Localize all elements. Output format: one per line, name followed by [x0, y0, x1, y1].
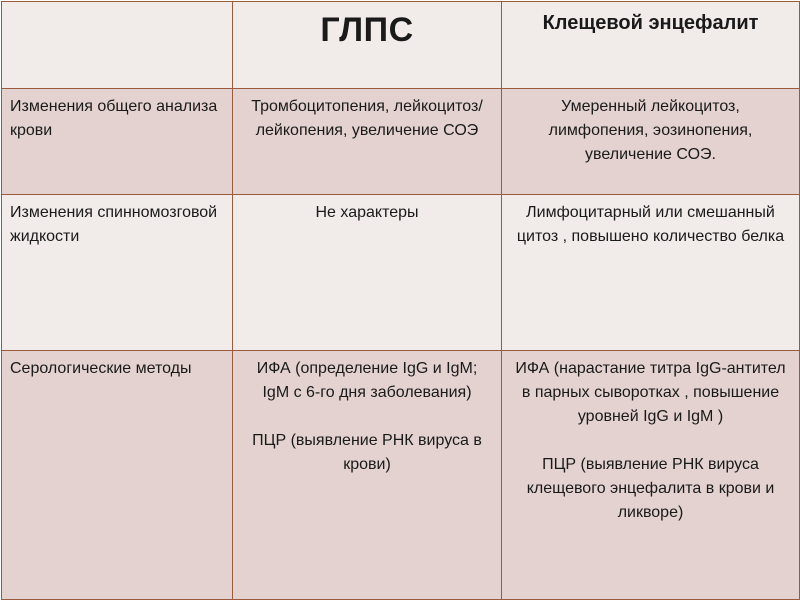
- tick-encephalitis-cell: [502, 89, 800, 195]
- row-label: Серологические методы: [10, 360, 192, 377]
- header-corner-cell: [2, 2, 233, 89]
- row-label-cell: [2, 351, 233, 600]
- tick-encephalitis-paragraph: Лимфоцитарный или смешанный цитоз , повышено количество белка: [516, 204, 785, 245]
- header-glps-title: ГЛПС: [320, 11, 414, 49]
- tick-encephalitis-paragraph: Умеренный лейкоцитоз, лимфопения, эозинопения, увеличение СОЭ.: [548, 98, 753, 163]
- tick-encephalitis-paragraph: ПЦР (выявление РНК вируса клещевого энцефалита в крови и ликворе): [526, 456, 775, 521]
- table-row: [2, 351, 800, 600]
- row-label-cell: [2, 195, 233, 351]
- header-cell-glps: [233, 2, 502, 89]
- tick-encephalitis-cell-text: [502, 195, 799, 249]
- glps-cell: [233, 195, 502, 351]
- glps-paragraph: ПЦР (выявление РНК вируса в крови): [252, 432, 482, 473]
- glps-cell: [233, 351, 502, 600]
- tick-encephalitis-cell-text: [502, 89, 799, 167]
- tick-encephalitis-cell: [502, 195, 800, 351]
- tick-encephalitis-cell-text: [502, 351, 799, 525]
- table-row: [2, 89, 800, 195]
- row-label: Изменения общего анализа крови: [10, 98, 218, 139]
- row-label: Изменения спинномозговой жидкости: [10, 204, 218, 245]
- glps-cell: [233, 89, 502, 195]
- header-cell-tick-encephalitis: [502, 2, 800, 89]
- comparison-table: [1, 1, 800, 600]
- glps-cell-text: [233, 351, 501, 477]
- row-label-cell: [2, 89, 233, 195]
- table-header-row: [2, 2, 800, 89]
- glps-cell-text: [233, 89, 501, 143]
- table-row: [2, 195, 800, 351]
- glps-paragraph: Не характеры: [315, 204, 419, 221]
- tick-encephalitis-cell: [502, 351, 800, 600]
- glps-paragraph: Тромбоцитопения, лейкоцитоз/лейкопения, увеличение СОЭ: [251, 98, 483, 139]
- glps-cell-text: [233, 195, 501, 225]
- tick-encephalitis-paragraph: ИФА (нарастание титра IgG-антител в парных сыворотках , повышение уровней IgG и IgM ): [515, 360, 786, 425]
- header-tick-encephalitis-title: Клещевой энцефалит: [542, 12, 759, 34]
- glps-paragraph: ИФА (определение IgG и IgM; IgM с 6-го дня заболевания): [256, 360, 478, 401]
